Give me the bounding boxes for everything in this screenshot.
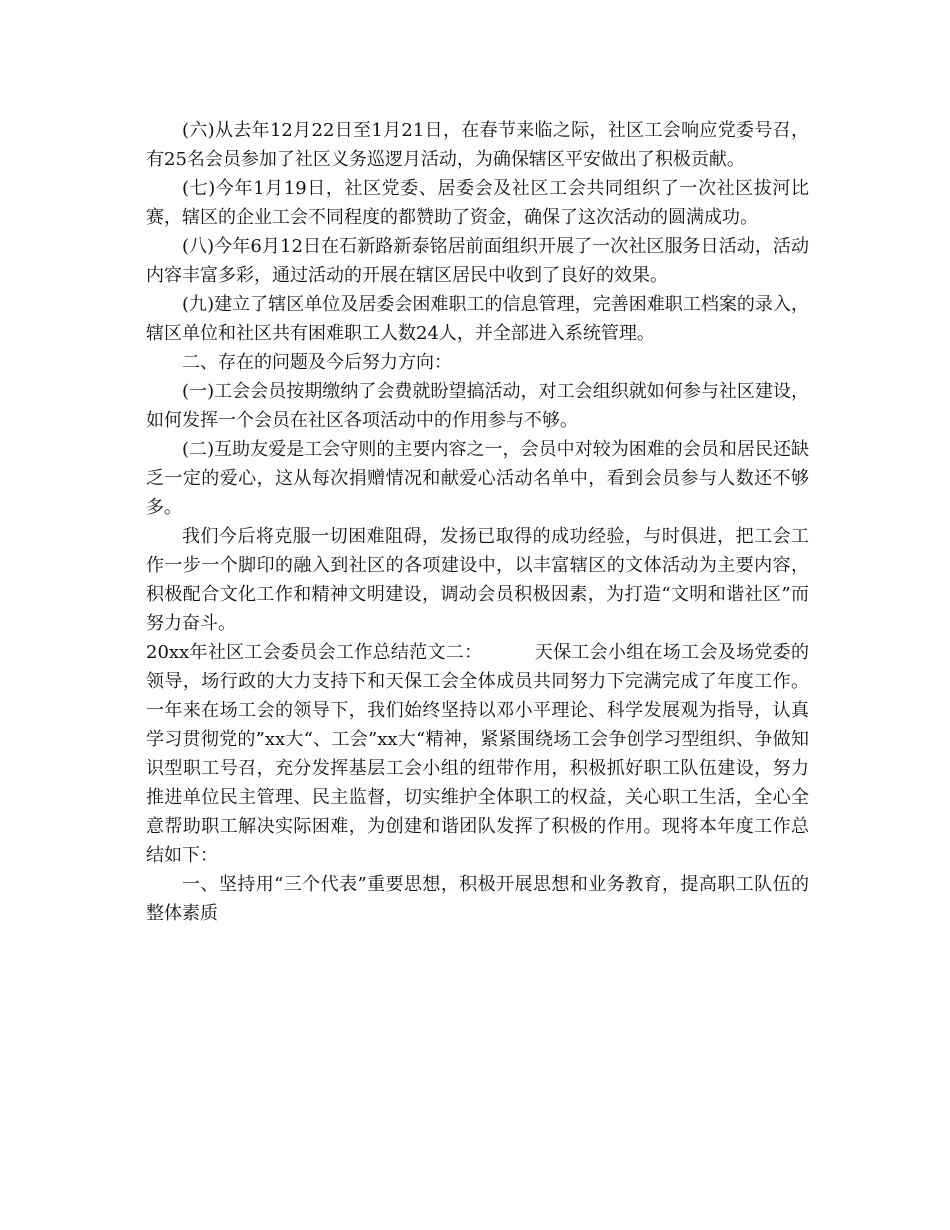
problem-1: (一)工会会员按期缴纳了会费就盼望搞活动，对工会组织就如何参与社区建设，如何发挥一个会员在社区各项活动中的作用参与不够。: [146, 381, 809, 431]
closing-paragraph: 一、坚持用“三个代表”重要思想，积极开展思想和业务教育，提高职工队伍的整体素质: [146, 874, 809, 924]
paragraph-7: (七)今年1月19日，社区党委、居委会及社区工会共同组织了一次社区拔河比赛，辖区的企业工会不同程度的都赞助了资金，确保了这次活动的圆满成功。: [146, 178, 809, 228]
section-heading-problems: 二、存在的问题及今后努力方向：: [182, 352, 452, 373]
paragraph-9: (九)建立了辖区单位及居委会困难职工的信息管理，完善困难职工档案的录入，辖区单位和社区共有困难职工人数24人，并全部进入系统管理。: [146, 294, 809, 344]
section-two-intro: 天保工会小组在场工会及场党委的领导，场行政的大力支持下和天保工会全体成员共同努力下完满完成了年度工作。一年来在场工会的领导下，我们始终坚持以邓小平理论、科学发展观为指导，认真学习贯彻党的”xx大“、工会”xx大“精神，紧紧围绕场工会争创学习型组织、争做知识型职工号召，充分发挥基层工会小组的纽带作用，积极抓好职工队伍建设，努力推进单位民主管理、民主监督，切实维护全体职工的权益，关心职工生活，全心全意帮助职工解决实际困难，为创建和谐团队发挥了积极的作用。现将本年度工作总结如下：: [146, 642, 809, 866]
section-two-heading: 20xx年社区工会委员会工作总结范文二：: [146, 642, 483, 663]
problem-2: (二)互助友爱是工会守则的主要内容之一，会员中对较为困难的会员和居民还缺乏一定的爱心，这从每次捐赠情况和献爱心活动名单中，看到会员参与人数还不够多。: [146, 439, 809, 518]
paragraph-8: (八)今年6月12日在石新路新泰铭居前面组织开展了一次社区服务日活动，活动内容丰富多彩，通过活动的开展在辖区居民中收到了良好的效果。: [146, 236, 809, 286]
section-two-paragraph: [146, 638, 809, 870]
paragraph-6: (六)从去年12月22日至1月21日，在春节来临之际，社区工会响应党委号召，有25名会员参加了社区义务巡逻月活动，为确保辖区平安做出了积极贡献。: [146, 120, 809, 170]
document-body: [146, 116, 809, 928]
future-plan: 我们今后将克服一切困难阻碍，发扬已取得的成功经验，与时俱进，把工会工作一步一个脚印的融入到社区的各项建设中，以丰富辖区的文体活动为主要内容，积极配合文化工作和精神文明建设，调动会员积极因素，为打造“文明和谐社区”而努力奋斗。: [146, 526, 809, 634]
